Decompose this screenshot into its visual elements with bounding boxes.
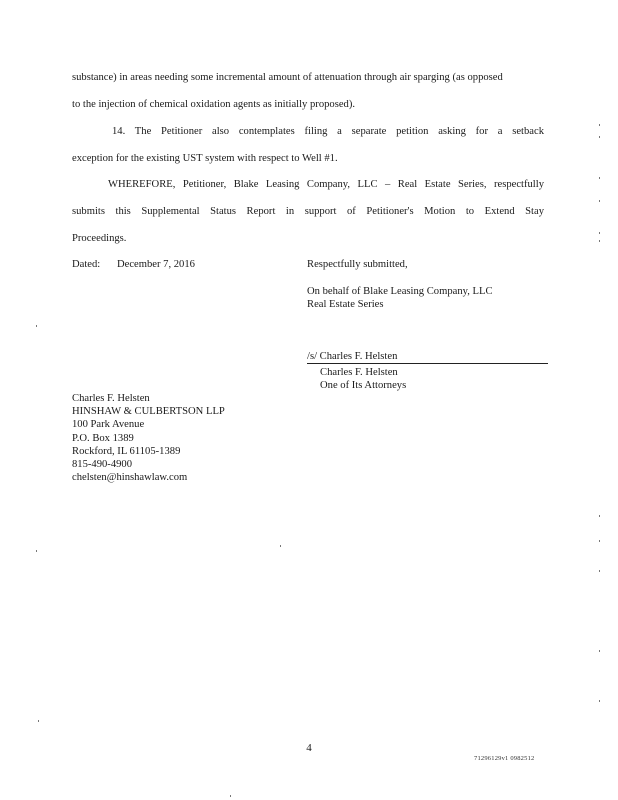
scan-speck [36,550,37,552]
dated-label: Dated: [72,259,101,270]
scan-speck [599,240,600,242]
contact-street: 100 Park Avenue [72,419,145,431]
contact-firm: HINSHAW & CULBERTSON LLP [72,406,225,418]
scan-speck [599,177,600,179]
scan-speck [599,232,600,234]
attorney-contact-block [72,392,225,484]
scan-speck [599,200,600,202]
document-id: 71296129v1 0982512 [474,755,535,762]
signature-rule [307,363,548,364]
contact-name: Charles F. Helsten [72,393,150,404]
on-behalf-block [307,285,493,311]
scan-speck [280,545,281,547]
on-behalf-line-1: On behalf of Blake Leasing Company, LLC [307,286,493,297]
paragraph-14-line-2: exception for the existing UST system with respect to Well #1. [72,153,338,164]
scan-speck [599,136,600,138]
contact-phone: 815-490-4900 [72,459,133,471]
respectfully-submitted: Respectfully submitted, [307,259,408,270]
on-behalf-line-2: Real Estate Series [307,299,384,311]
wherefore-line-2: submits this Supplemental Status Report in support of Petitioner's Motion to Extend Stay [72,206,544,217]
scan-speck [599,515,600,517]
page-number: 4 [306,742,312,754]
contact-email: chelsten@hinshawlaw.com [72,472,188,484]
scan-speck [599,540,600,542]
wherefore-line-3: Proceedings. [72,233,127,244]
signer-role: One of Its Attorneys [320,380,407,392]
scan-speck [599,700,600,702]
paragraph-continuation-line-2: to the injection of chemical oxidation agents as initially proposed). [72,99,356,110]
wherefore-line-1: WHEREFORE, Petitioner, Blake Leasing Company, LLC – Real Estate Series, respectfully [108,179,544,190]
signer-block [320,366,406,392]
signature-line-text: /s/ Charles F. Helsten [307,351,398,362]
scan-speck [599,650,600,652]
contact-po-box: P.O. Box 1389 [72,432,134,444]
scan-speck [230,795,231,797]
scan-speck [38,720,39,722]
signer-name: Charles F. Helsten [320,367,398,378]
scan-speck [36,325,37,327]
paragraph-continuation-line-1: substance) in areas needing some incremental amount of attenuation through air sparging (as opposed [72,72,503,83]
paragraph-14-line-1: 14. The Petitioner also contemplates filing a separate petition asking for a setback [112,126,544,137]
dated-value: December 7, 2016 [117,259,195,270]
contact-city: Rockford, IL 61105-1389 [72,445,181,457]
scan-speck [599,570,600,572]
scan-speck [599,124,600,126]
